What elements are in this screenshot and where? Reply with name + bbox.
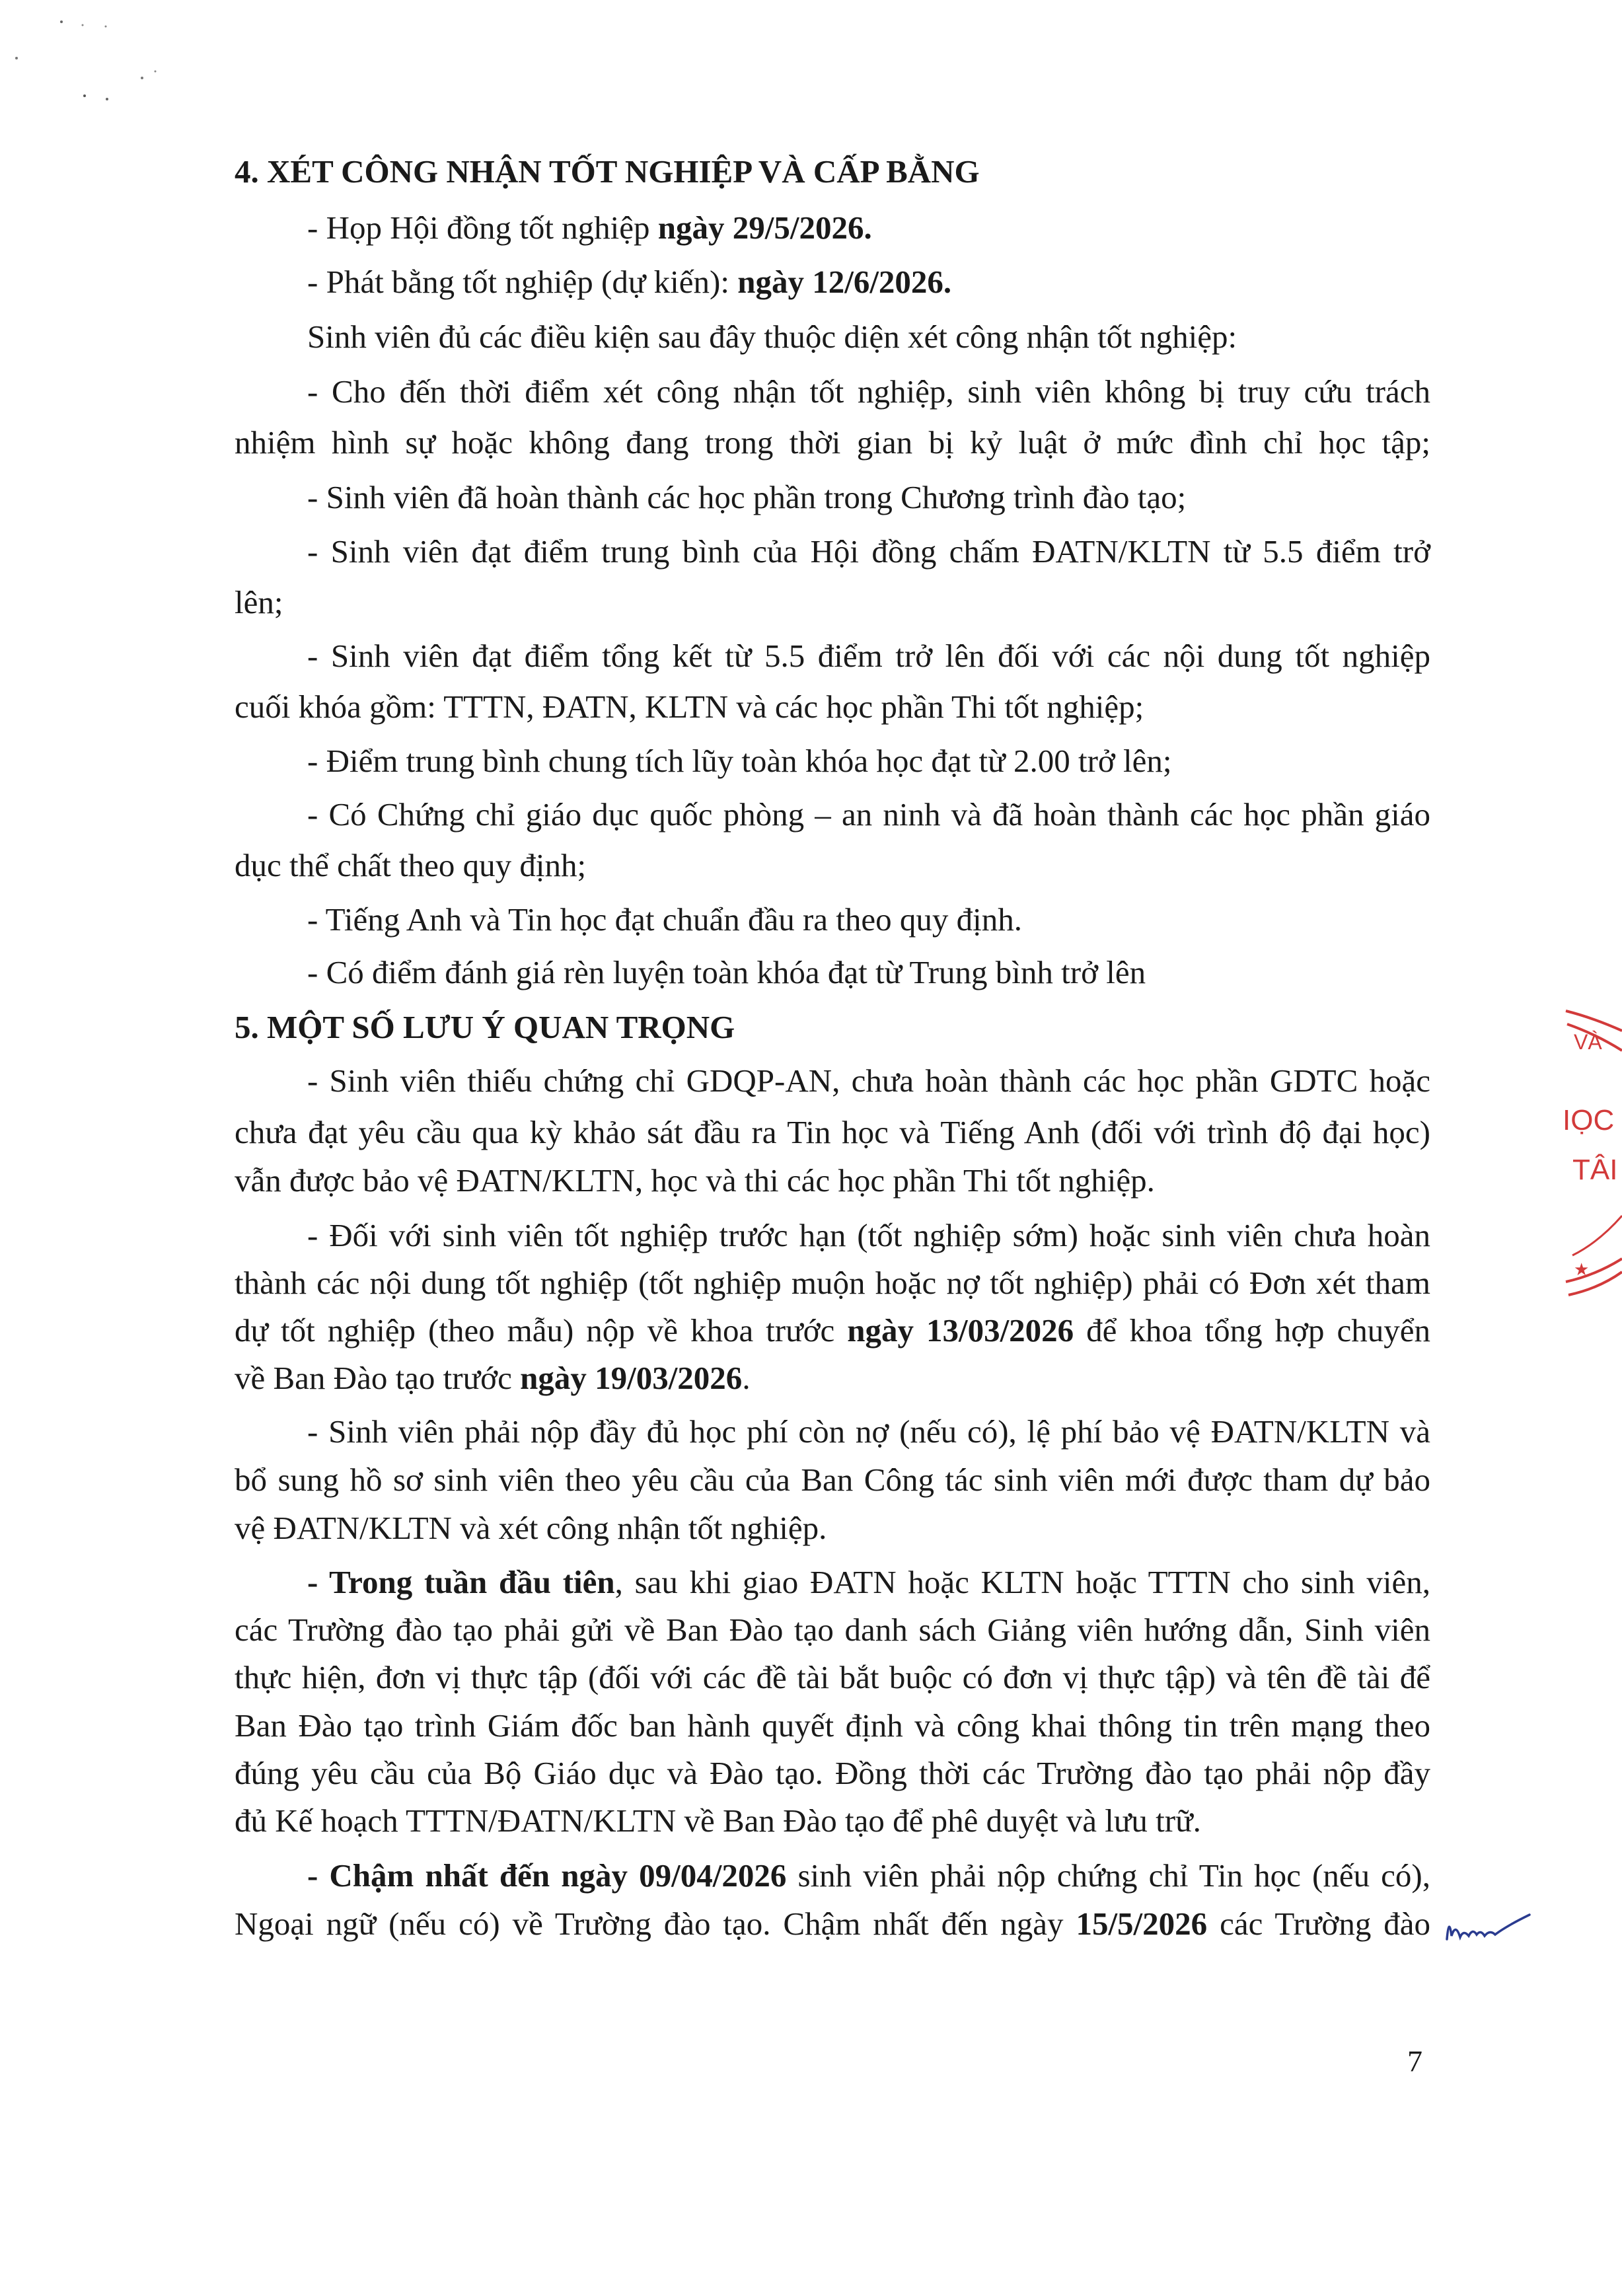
scan-specks: [0, 0, 198, 132]
condition-1-line-2: nhiệm hình sự hoặc không đang trong thời gian bị kỷ luật ở mức đình chỉ học tập;: [235, 424, 1430, 461]
school-deadline: 15/5/2026: [1076, 1906, 1208, 1942]
note-3-line-1: - Sinh viên phải nộp đầy đủ học phí còn nợ (nếu có), lệ phí bảo vệ ĐATN/KLTN và: [307, 1413, 1430, 1450]
condition-3-line-2: lên;: [235, 584, 283, 620]
condition-8: - Có điểm đánh giá rèn luyện toàn khóa đạt từ Trung bình trở lên: [307, 954, 1146, 990]
note-4-line-4: Ban Đào tạo trình Giám đốc ban hành quyết định và công khai thông tin trên mạng theo: [235, 1707, 1430, 1744]
meeting-date: ngày 29/5/2026.: [657, 209, 872, 246]
note-4-line-5: đúng yêu cầu của Bộ Giáo dục và Đào tạo. Đồng thời các Trường đào tạo phải nộp đầy: [235, 1755, 1430, 1791]
page-number: 7: [1407, 2044, 1422, 2078]
note-3-line-3: vệ ĐATN/KLTN và xét công nhận tốt nghiệp.: [235, 1510, 827, 1546]
meeting-line: - Họp Hội đồng tốt nghiệp ngày 29/5/2026.: [307, 209, 872, 246]
note-3-line-2: bổ sung hồ sơ sinh viên theo yêu cầu của Ban Công tác sinh viên mới được tham dự bảo: [235, 1462, 1430, 1498]
note-1-line-2: chưa đạt yêu cầu qua kỳ khảo sát đầu ra Tin học và Tiếng Anh (đối với trình độ đại học): [235, 1114, 1430, 1150]
note-2-line-1: - Đối với sinh viên tốt nghiệp trước hạn (tốt nghiệp sớm) hoặc sinh viên chưa hoàn: [307, 1217, 1430, 1253]
note-2-line-4: về Ban Đào tạo trước ngày 19/03/2026.: [235, 1360, 751, 1396]
condition-4-line-2: cuối khóa gồm: TTTN, ĐATN, KLTN và các học phần Thi tốt nghiệp;: [235, 688, 1144, 725]
diploma-date: ngày 12/6/2026.: [737, 264, 952, 300]
stamp-text-1: VÀ: [1574, 1030, 1602, 1054]
stamp-star-icon: ★: [1574, 1260, 1590, 1279]
training-office-deadline: ngày 19/03/2026: [520, 1360, 743, 1396]
faculty-deadline: ngày 13/03/2026: [847, 1312, 1074, 1349]
stamp-text-3: TÂI: [1572, 1154, 1618, 1186]
note-4-line-3: thực hiện, đơn vị thực tập (đối với các đề tài bắt buộc có đơn vị thực tập) và tên đề tài để: [235, 1659, 1430, 1695]
first-week-label: - Trong tuần đầu tiên: [307, 1564, 615, 1600]
note-2-line-2: thành các nội dung tốt nghiệp (tốt nghiệp muộn hoặc nợ tốt nghiệp) phải có Đơn xét tham: [235, 1265, 1430, 1301]
note-1-line-1: - Sinh viên thiếu chứng chỉ GDQP-AN, chưa hoàn thành các học phần GDTC hoặc: [307, 1062, 1430, 1099]
certificate-deadline: - Chậm nhất đến ngày 09/04/2026: [307, 1857, 787, 1894]
note-5-line-2: Ngoại ngữ (nếu có) về Trường đào tạo. Chậm nhất đến ngày 15/5/2026 các Trường đào: [235, 1906, 1430, 1942]
section-5-title: 5. MỘT SỐ LƯU Ý QUAN TRỌNG: [235, 1009, 735, 1045]
note-4-line-2: các Trường đào tạo phải gửi về Ban Đào tạo danh sách Giảng viên hướng dẫn, Sinh viên: [235, 1611, 1430, 1648]
official-stamp: [1559, 1004, 1622, 1302]
section-4-title: 4. XÉT CÔNG NHẬN TỐT NGHIỆP VÀ CẤP BẰNG: [235, 153, 980, 190]
handwritten-initials: [1444, 1909, 1536, 1949]
note-4-line-6: đủ Kế hoạch TTTN/ĐATN/KLTN về Ban Đào tạo để phê duyệt và lưu trữ.: [235, 1802, 1201, 1839]
note-1-line-3: vẫn được bảo vệ ĐATN/KLTN, học và thi các học phần Thi tốt nghiệp.: [235, 1162, 1155, 1199]
note-4-line-1: - Trong tuần đầu tiên, sau khi giao ĐATN hoặc KLTN hoặc TTTN cho sinh viên,: [307, 1564, 1430, 1600]
condition-6-line-1: - Có Chứng chỉ giáo dục quốc phòng – an ninh và đã hoàn thành các học phần giáo: [307, 796, 1430, 833]
condition-5: - Điểm trung bình chung tích lũy toàn khóa học đạt từ 2.00 trở lên;: [307, 743, 1172, 779]
condition-2: - Sinh viên đã hoàn thành các học phần trong Chương trình đào tạo;: [307, 479, 1187, 515]
note-5-line-1: - Chậm nhất đến ngày 09/04/2026 sinh viên phải nộp chứng chỉ Tin học (nếu có),: [307, 1857, 1430, 1894]
stamp-text-2: IỌC: [1563, 1104, 1615, 1136]
conditions-intro: Sinh viên đủ các điều kiện sau đây thuộc diện xét công nhận tốt nghiệp:: [307, 318, 1237, 355]
condition-6-line-2: dục thể chất theo quy định;: [235, 847, 587, 883]
diploma-line: - Phát bằng tốt nghiệp (dự kiến): ngày 12/6/2026.: [307, 264, 952, 300]
condition-1-line-1: - Cho đến thời điểm xét công nhận tốt nghiệp, sinh viên không bị truy cứu trách: [307, 373, 1430, 410]
condition-3-line-1: - Sinh viên đạt điểm trung bình của Hội đồng chấm ĐATN/KLTN từ 5.5 điểm trở: [307, 533, 1430, 570]
note-2-line-3: dự tốt nghiệp (theo mẫu) nộp về khoa trước ngày 13/03/2026 để khoa tổng hợp chuyển: [235, 1312, 1430, 1349]
condition-7: - Tiếng Anh và Tin học đạt chuẩn đầu ra theo quy định.: [307, 901, 1023, 938]
condition-4-line-1: - Sinh viên đạt điểm tổng kết từ 5.5 điểm trở lên đối với các nội dung tốt nghiệp: [307, 638, 1430, 674]
